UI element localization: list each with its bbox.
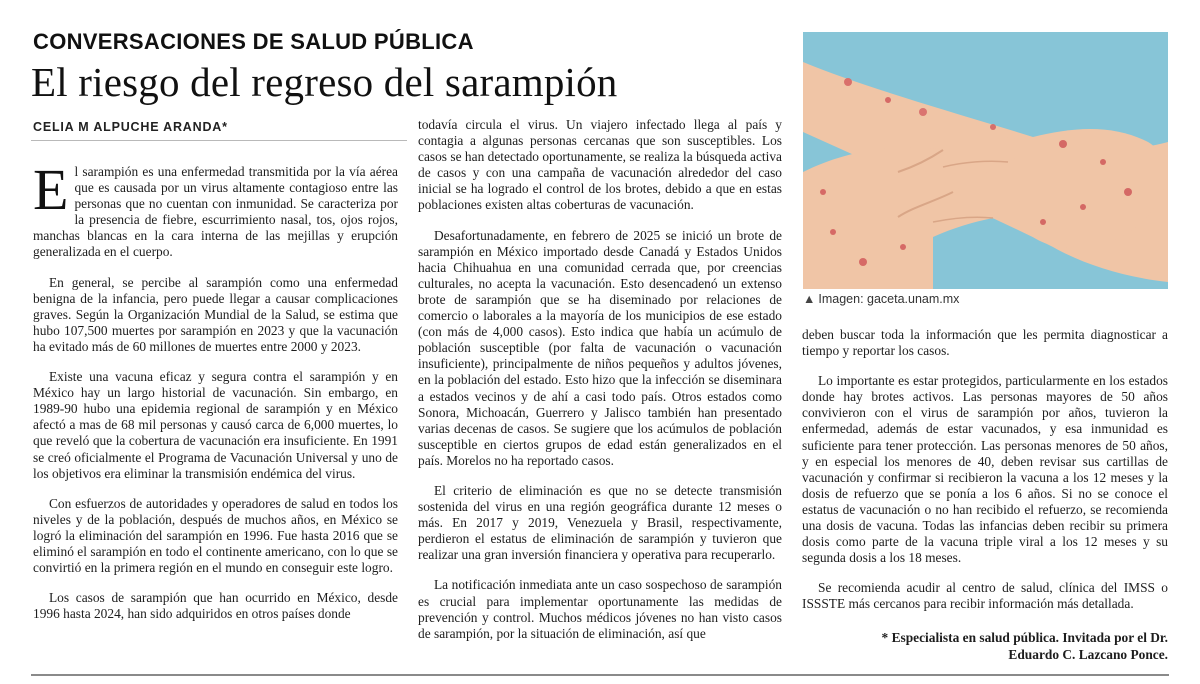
author-footnote (802, 630, 1168, 663)
paragraph: Los casos de sarampión que han ocurrido en México, desde 1996 hasta 2024, han sido adquiridos en otros países donde (33, 590, 398, 622)
caption-text: Imagen: gaceta.unam.mx (818, 292, 960, 306)
paragraph: El criterio de eliminación es que no se detecte transmisión sostenida del virus en una región geográfica durante 12 meses o más. En 2017 y 2019, Venezuela y Brasil, respectivamente, perdieron el estatus de eliminación de sarampión y tuvieron que realizar una gran inversión financiera y operativa para recuperarlo. (418, 482, 782, 563)
paragraph: todavía circula el virus. Un viajero infectado llega al país y contagia a algunas personas cercanas que son susceptibles. Los casos se han detectado oportunamente, se realiza la búsqueda activa de casos y con una campaña de vacunación alrededor del caso inicial se ha logrado el control de los brotes, debido a que en estas poblaciones existen altas coberturas de vacunación. (418, 117, 782, 213)
article-column-3 (802, 327, 1168, 627)
bottom-divider (31, 674, 1169, 676)
paragraph: deben buscar toda la información que les permita diagnosticar a tiempo y reportar los casos. (802, 327, 1168, 359)
drop-cap: E (33, 157, 69, 222)
paragraph: Desafortunadamente, en febrero de 2025 se inició un brote de sarampión en México importado desde Canadá y Estados Unidos hacia Chihuahua en una comunidad cerrada que, por creencias culturales, no acepta la vacunación. Esto desencadenó un extenso brote de sarampión que se ha diseminado por relaciones de comercio o laborales a la mayoría de los municipios de ese estado (con más de 4,000 casos). Esto indica que había un acúmulo de población susceptible (por falta de vacunación o vacunación insuficiente), principalmente de niños pequeños y adultos jóvenes, en la población del estado. Esto hizo que la infección se diseminara a estados vecinos y de ahí a casi todo país. Otros estados como Sonora, Michoacán, Guerrero y Jalisco también han presentado varias decenas de casos. Se sugiere que los acúmulos de población susceptible en ciertos grupos de edad están generalizados en el país. Morelos no ha reportado casos. (418, 227, 782, 468)
paragraph-text: l sarampión es una enfermedad transmitida por la vía aérea que es causada por un virus altamente contagioso entre las personas que no cuentan con inmunidad. Se caracteriza por la presencia de fiebre, escurrimiento nasal, tos, ojos rojos, manchas blancas en la cara interna de las mejillas y erupción generalizada en el cuerpo. (33, 164, 398, 260)
byline-divider (31, 140, 407, 141)
article-column-2 (418, 117, 782, 656)
footnote-line: Eduardo C. Lazcano Ponce. (1008, 646, 1168, 662)
paragraph: Existe una vacuna eficaz y segura contra el sarampión y en México hay un largo historial de vacunación. Sin embargo, en 1989-90 hubo una epidemia regional de sarampión y en México afectó a mas de 68 mil personas y causó carca de 6,000 muertes, lo que reveló que la cobertura de vacunación era insuficiente. En 1991 se creó oficialmente el Programa de Vacunación Universal y uno de los objetivos era eliminar la transmisión endémica del virus. (33, 369, 398, 481)
paragraph: La notificación inmediata ante un caso sospechoso de sarampión es crucial para implementar oportunamente las medidas de prevención y control. Muchos médicos jóvenes no han visto casos de sarampión, por la situación de eliminación, así que (418, 577, 782, 641)
paragraph: Se recomienda acudir al centro de salud, clínica del IMSS o ISSSTE más cercanos para recibir información más detallada. (802, 580, 1168, 612)
paragraph: Con esfuerzos de autoridades y operadores de salud en todos los niveles y de la población, después de muchos años, en México se logró la eliminación del sarampión en 1996. Fue hasta 2016 que se eliminó el sarampión en todo el continente americano, con lo que se convirtió en la primera región en el mundo en conseguir este logro. (33, 495, 398, 576)
article-photo (803, 32, 1168, 289)
caption-triangle-icon: ▲ (803, 292, 816, 306)
footnote-line: * Especialista en salud pública. Invitada por el Dr. (881, 630, 1168, 645)
photo-caption (803, 292, 959, 306)
rash-arm-illustration (803, 32, 1168, 289)
paragraph: En general, se percibe al sarampión como una enfermedad benigna de la infancia, pero puede llegar a causar complicaciones graves. Según la Organización Mundial de la Salud, se estima que hubo 107,500 muertes por sarampión en 2023 y que la vacunación ha evitado más de 60 millones de muertes entre 2000 y 2023. (33, 274, 398, 354)
author-byline: CELIA M ALPUCHE ARANDA* (33, 120, 228, 134)
article-column-1 (33, 157, 398, 636)
paragraph (33, 157, 398, 261)
paragraph: Lo importante es estar protegidos, particularmente en los estados donde hay brotes activos. Las personas mayores de 50 años convivieron con el virus de sarampión por años, tuvieron la enfermedad, además de estar vacunados, y esa inmunidad es suficiente para tener protección. Las personas menores de 50 años, y en especial los menores de 40, deben revisar sus cartillas de vacunación y confirmar si recibieron la vacuna a los 12 meses y la dosis de refuerzo que se ponía a los 6 años. Si no se conoce el estatus de vacunación o no han recibido el refuerzo, se recomienda una dosis de vacuna. Todas las infancias deben recibir su primera dosis como parte de la vacuna triple viral a los 12 meses y su segunda dosis a los 18 meses. (802, 373, 1168, 566)
section-kicker: CONVERSACIONES DE SALUD PÚBLICA (33, 29, 474, 54)
article-headline: El riesgo del regreso del sarampión (31, 59, 618, 105)
